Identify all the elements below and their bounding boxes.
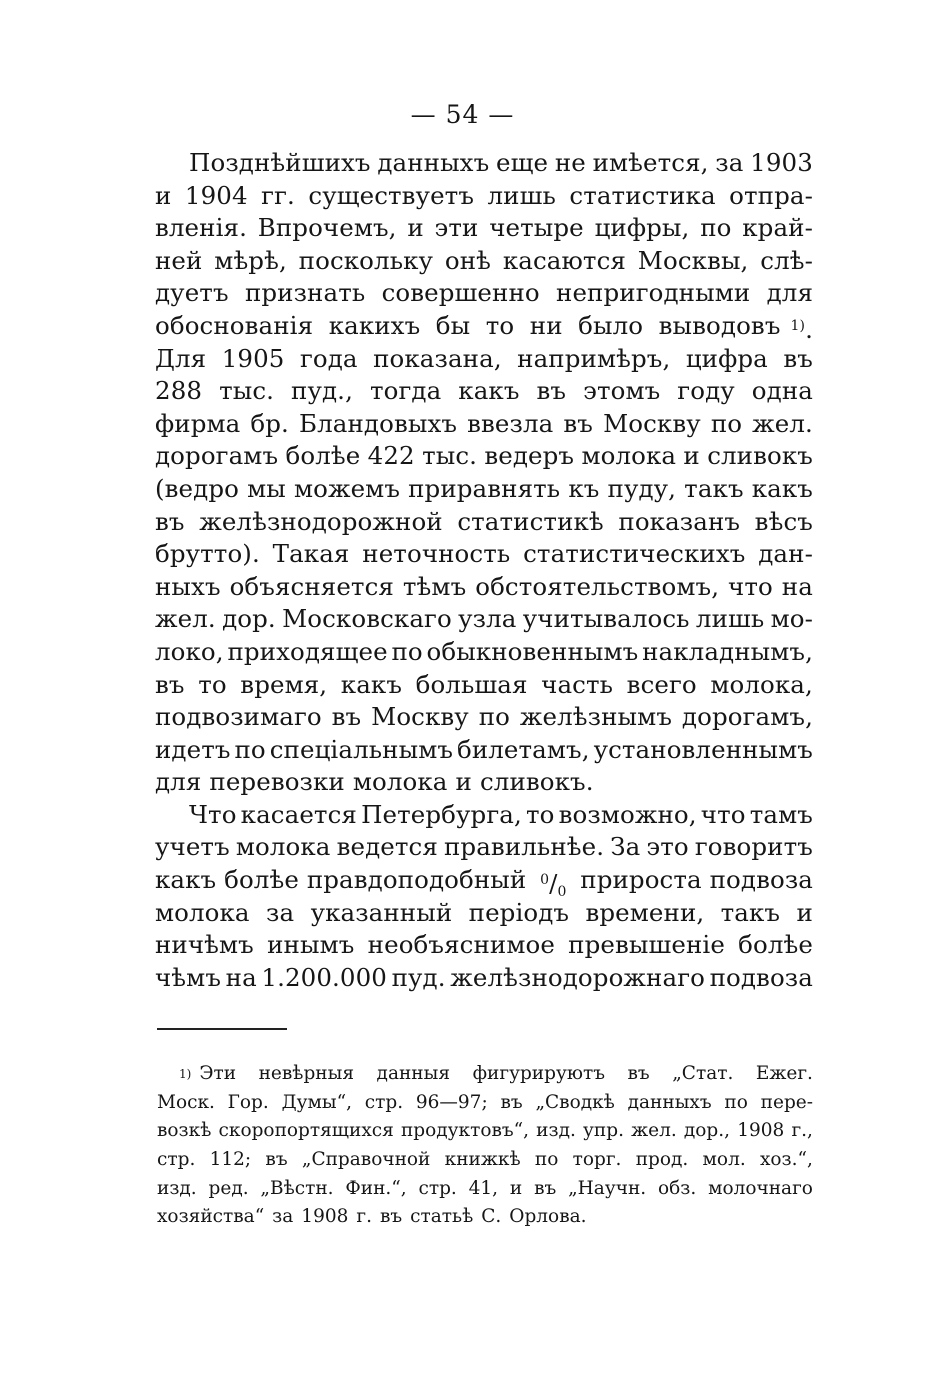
word: тогда (369, 376, 442, 406)
word: объясняется (229, 571, 394, 601)
text-line (155, 375, 813, 408)
word: времени, (585, 897, 705, 927)
word: и (509, 1177, 523, 1199)
word: 41, (468, 1177, 499, 1199)
word: выводовъ (658, 310, 781, 340)
word: дуетъ (155, 278, 229, 308)
word: ней (155, 245, 203, 275)
word: за (266, 897, 295, 927)
word: желѣзнымъ (519, 702, 673, 732)
text-line (155, 147, 813, 180)
percent-sign: $^0/_0$ (540, 869, 567, 901)
word: существуетъ (308, 180, 475, 210)
footnote (157, 1060, 813, 1232)
word: 288 (155, 376, 203, 406)
word: бы (435, 310, 471, 340)
word: Ежег. (755, 1063, 813, 1084)
word: какихъ (328, 310, 421, 340)
word: какъ (340, 669, 403, 699)
word: на (225, 962, 257, 992)
word: Бландовыхъ (299, 408, 458, 438)
word: въ (379, 1206, 403, 1228)
word: Москву (371, 702, 469, 732)
word: для (766, 278, 813, 308)
text-line (155, 343, 813, 376)
word: статистика (569, 180, 716, 210)
word: мо- (770, 604, 813, 634)
text-line (155, 701, 813, 734)
text-line (155, 180, 813, 213)
word: по (534, 1149, 559, 1171)
word: говоритъ (694, 832, 813, 862)
word: жел. (752, 408, 813, 438)
word: по (478, 702, 510, 732)
word: касается (240, 799, 357, 829)
text-line-content: какъ болѣе правдоподобный (155, 865, 527, 895)
word: молока (235, 832, 331, 862)
word: Фин.“, (345, 1177, 407, 1199)
word: статьѣ (410, 1206, 474, 1228)
word: продуктовъ“, (400, 1120, 529, 1142)
word: вѣсъ (754, 506, 813, 536)
word: обз. (657, 1177, 697, 1199)
footnote-line-content (199, 1060, 813, 1089)
word: Петербурга, (361, 799, 522, 829)
word: фигурируютъ (472, 1063, 605, 1084)
word: „Научн. (568, 1177, 647, 1199)
word: признать (244, 278, 366, 308)
word: что (700, 799, 746, 829)
word: сливокъ. (479, 767, 594, 797)
word: всего (626, 669, 697, 699)
word: чѣмъ (155, 962, 222, 992)
word: въ (265, 1149, 288, 1171)
word: въ (500, 1091, 523, 1113)
text-line (155, 440, 813, 473)
word: ведется (336, 832, 438, 862)
word: по (710, 408, 743, 438)
word: лишь (695, 604, 765, 634)
word: превышеніе (568, 930, 725, 960)
word: упр. (583, 1120, 624, 1142)
word: такъ (720, 897, 781, 927)
word: стр. (418, 1177, 457, 1199)
word: гг. (261, 180, 295, 210)
word: напримѣръ, (517, 343, 671, 373)
text-line (155, 212, 813, 245)
word: большая (415, 669, 528, 699)
word: мол. (702, 1149, 746, 1171)
word: показана, (373, 343, 502, 373)
word: Московскаго (282, 604, 452, 634)
word: приходящее (227, 636, 388, 666)
word: къ (568, 473, 600, 503)
word: (ведро (155, 473, 239, 503)
word: какъ (458, 376, 520, 406)
word: Эти (199, 1063, 237, 1084)
word: статистическихъ (523, 539, 746, 569)
text-line-content: прироста подвоза (580, 865, 813, 895)
word: за (715, 148, 744, 177)
word: цифры, (594, 213, 690, 243)
word: 1904 (184, 180, 248, 210)
word: торг. (572, 1149, 622, 1171)
footnote-divider (157, 1028, 287, 1030)
text-line (155, 864, 813, 901)
word: мѣрѣ, (214, 245, 287, 275)
word: изд. (536, 1120, 576, 1142)
word: было (578, 310, 644, 340)
word: четыре (489, 213, 584, 243)
word: локо, (155, 636, 224, 666)
word: эти (434, 213, 479, 243)
word: фирма (155, 408, 241, 438)
word: на (781, 571, 813, 601)
word: г., (791, 1120, 813, 1142)
word: книжкѣ (444, 1149, 521, 1171)
word: въ (627, 1063, 650, 1084)
word: учитывалось (522, 604, 690, 634)
word: 112; (209, 1149, 252, 1171)
paragraph-1 (155, 147, 813, 799)
word: года (299, 343, 358, 373)
word: тыс. (219, 376, 275, 406)
word: ни (529, 310, 563, 340)
word: и (796, 897, 813, 927)
word: 1908 (301, 1206, 349, 1228)
word: скоропортящихся (218, 1120, 394, 1142)
word: желѣзнодорожнаго (450, 962, 705, 992)
word: слѣ- (760, 245, 813, 275)
footnote-line (157, 1117, 813, 1146)
word: За (610, 832, 641, 862)
word: 422 (367, 441, 415, 471)
text-line (155, 245, 813, 278)
word: Моск. (157, 1091, 215, 1113)
word: пуд. (391, 962, 446, 992)
paragraph-2 (155, 799, 813, 995)
word: дор. (222, 604, 276, 634)
word: молочнаго (708, 1177, 813, 1199)
word: указанный (310, 897, 453, 927)
text-line-content (155, 310, 781, 343)
word: Москвы, (637, 245, 749, 275)
text-line (155, 897, 813, 930)
word: Думы“, (281, 1091, 352, 1113)
word: обстоятельствомъ, (475, 571, 720, 601)
word: часть (541, 669, 614, 699)
text-line (155, 766, 813, 799)
word: по (700, 213, 732, 243)
footnote-reference: $^{1)}$. (790, 314, 813, 344)
word: ничѣмъ (155, 930, 254, 960)
footnote-line (157, 1060, 813, 1089)
word: Гор. (227, 1091, 269, 1113)
word: болѣе (285, 441, 361, 471)
word: хоз.“, (759, 1149, 813, 1171)
text-line (155, 571, 813, 604)
footnote-line (157, 1146, 813, 1175)
word: невѣрныя (258, 1063, 355, 1084)
text-line (155, 277, 813, 310)
word: стр. (364, 1091, 404, 1113)
word: Что (189, 799, 237, 829)
word: совершенно (381, 278, 540, 308)
word: тыс. (422, 441, 478, 471)
word: перевозки (209, 767, 345, 797)
word: ныхъ (155, 571, 221, 601)
word: желѣзнодорожной (199, 506, 443, 536)
word: по (391, 636, 423, 666)
word: 1903 (750, 148, 813, 177)
word: установленнымъ (593, 734, 813, 764)
word: данныхъ (627, 1091, 712, 1113)
word: возкѣ (157, 1120, 212, 1142)
word: Орлова. (509, 1206, 587, 1228)
word: С. (481, 1206, 502, 1228)
word: молока (155, 897, 250, 927)
text-line (155, 310, 813, 343)
word: и (407, 213, 424, 243)
word: касаются (502, 245, 626, 275)
word: бр. (250, 408, 289, 438)
word: инымъ (267, 930, 355, 960)
word: еще (496, 148, 549, 177)
text-line (155, 506, 813, 539)
word: въ (563, 408, 593, 438)
word: дорогамъ (155, 441, 279, 471)
footnote-line (157, 1175, 813, 1204)
word: жел. (631, 1120, 677, 1142)
word: въ (155, 669, 185, 699)
word: Впрочемъ, (257, 213, 397, 243)
word: году (677, 376, 735, 406)
word: время, (240, 669, 328, 699)
word: сливокъ (707, 441, 813, 471)
word: ведеръ (484, 441, 575, 471)
word: молока (581, 441, 677, 471)
word: въ (783, 343, 813, 373)
word: показанъ (618, 506, 741, 536)
word: какъ (751, 473, 813, 503)
word: цифра (685, 343, 768, 373)
word: „Стат. (672, 1063, 734, 1084)
word: этомъ (583, 376, 661, 406)
word: статистикѣ (457, 506, 604, 536)
word: болѣе (738, 930, 813, 960)
word: и (683, 441, 700, 471)
text-line (155, 408, 813, 441)
word: подвозимаго (155, 702, 322, 732)
word: накладнымъ, (642, 636, 813, 666)
text-line (155, 962, 813, 995)
word: одна (751, 376, 813, 406)
word: тамъ (749, 799, 813, 829)
text-line (155, 473, 813, 506)
footnote-line (157, 1203, 813, 1232)
footnote-mark: 1) (179, 1067, 192, 1081)
word: что (728, 571, 773, 601)
word: билетамъ, (456, 734, 590, 764)
word: періодъ (468, 897, 570, 927)
word: приравнять (408, 473, 561, 503)
word: то (485, 310, 515, 340)
word: поскольку (298, 245, 434, 275)
text-line (155, 669, 813, 702)
word: за (272, 1206, 294, 1228)
word: идетъ (155, 734, 231, 764)
word: Позднѣйшихъ (189, 148, 371, 177)
word: не (554, 148, 586, 177)
word: непригодными (556, 278, 751, 308)
page-number: — 54 — (410, 100, 515, 129)
main-text (155, 147, 813, 994)
word: дан- (758, 539, 813, 569)
word: онѣ (444, 245, 492, 275)
text-line (155, 799, 813, 832)
word: стр. (157, 1149, 196, 1171)
word: имѣется, (592, 148, 709, 177)
text-line (155, 538, 813, 571)
word: Москву (603, 408, 701, 438)
word: лишь (487, 180, 556, 210)
word: подвоза (709, 962, 813, 992)
word: неточность (362, 539, 511, 569)
word: край- (742, 213, 813, 243)
word: дорогамъ, (681, 702, 813, 732)
word: 1905 (221, 343, 285, 373)
word: пуд., (291, 376, 353, 406)
word: въ (534, 1177, 557, 1199)
text-line (155, 636, 813, 669)
word: молока (352, 767, 448, 797)
word: узла (458, 604, 517, 634)
text-line (155, 603, 813, 636)
word: 1908 (737, 1120, 785, 1142)
word: пуду, (607, 473, 677, 503)
word: тѣмъ (402, 571, 467, 601)
word: данныхъ (377, 148, 490, 177)
text-line (155, 929, 813, 962)
word: мы (247, 473, 286, 503)
word: „Сводкѣ (535, 1091, 615, 1113)
word: для (155, 767, 202, 797)
word: Для (155, 343, 207, 373)
word: ввезла (467, 408, 554, 438)
word: можемъ (293, 473, 401, 503)
word: то (525, 799, 555, 829)
word: обыкновеннымъ (426, 636, 639, 666)
word: молока, (710, 669, 813, 699)
word: данныя (376, 1063, 451, 1084)
text-line (155, 734, 813, 767)
word: „Справочной (301, 1149, 431, 1171)
word: въ (155, 506, 185, 536)
word: изд. (157, 1177, 197, 1199)
word: по (724, 1091, 748, 1113)
word: обоснованія (155, 310, 314, 340)
word: въ (536, 376, 567, 406)
word: такъ (684, 473, 744, 503)
word: правильнѣе. (444, 832, 605, 862)
word: дор., (683, 1120, 731, 1142)
word: и (455, 767, 472, 797)
word: учетъ (155, 832, 230, 862)
word: вленія. (155, 213, 247, 243)
word: это (646, 832, 689, 862)
word: жел. (155, 604, 216, 634)
word: и (155, 180, 172, 210)
word: отпра- (729, 180, 813, 210)
word: г. (356, 1206, 372, 1228)
word: прод. (635, 1149, 689, 1171)
text-line (155, 831, 813, 864)
word: брутто). (155, 539, 260, 569)
word: необъяснимое (367, 930, 555, 960)
word: 96—97; (415, 1091, 488, 1113)
word: по (234, 734, 266, 764)
word: хозяйства“ (157, 1206, 265, 1228)
word: возможно, (558, 799, 697, 829)
word: ред. (208, 1177, 249, 1199)
word: пере- (760, 1091, 813, 1113)
word: 1.200.000 (261, 962, 387, 992)
word: „Вѣстн. (260, 1177, 334, 1199)
word: въ (331, 702, 362, 732)
word: то (198, 669, 227, 699)
word: спеціальнымъ (269, 734, 454, 764)
footnote-line (157, 1089, 813, 1118)
word: Такая (272, 539, 350, 569)
